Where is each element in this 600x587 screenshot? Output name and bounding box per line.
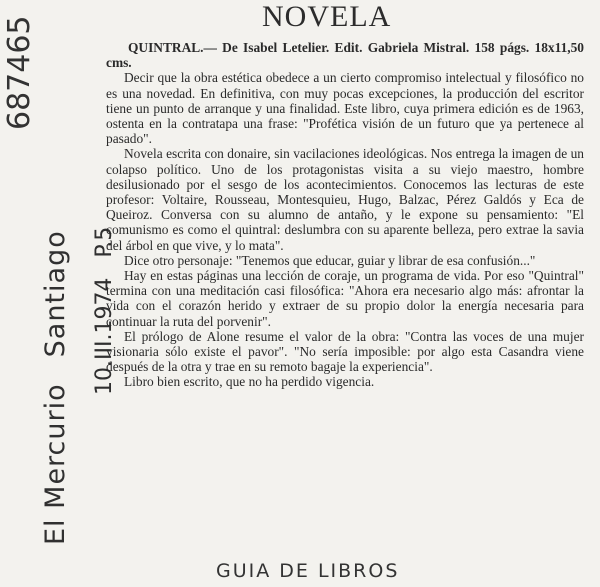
book-title: QUINTRAL. (128, 40, 204, 55)
handwritten-reference-number: 687465 (2, 15, 37, 130)
article-paragraph: Novela escrita con donaire, sin vacilaciones ideológicas. Nos entrega la imagen de un colapso político. Uno de los protagonistas visita a su viejo maestro, hombre desilusionado por el sesgo de los acontecimientos. Conocemos las lecturas de este profesor: Voltaire, Rousseau, Montesquieu, Hugo, Balzac, Pérez Galdós y Eca de Queiroz. Conversa con su alumno de antaño, y le expone su pensamiento: "El comunismo es como el quintral: deslumbra con su aparente belleza, pero extrae la savia del árbol en que vive, y lo mata". (106, 146, 584, 253)
handwritten-page: P.5 (92, 226, 117, 258)
article-paragraph: Decir que la obra estética obedece a un cierto compromiso intelectual y filosófico no es una novedad. En definitiva, con muy pocas excepciones, la producción del escritor tiene un punto de arranque y una finalidad. Este libro, cuya primera edición es de 1963, ostenta en la contratapa una frase: "Profética visión de un futuro que ya pertenece al pasado". (106, 70, 584, 147)
article-paragraph: Dice otro personaje: "Tenemos que educar, guiar y librar de esa confusión..." (124, 252, 536, 268)
review-article (106, 40, 584, 390)
handwritten-date: 10.III.1974 (92, 277, 117, 395)
handwritten-city: Santiago (40, 230, 71, 358)
article-paragraph: Hay en estas páginas una lección de coraje, un programa de vida. Por eso "Quintral" termina con una meditación casi filosófica: "Ahora era necesario algo más: afrontar la vida con el corazón herido y extraer de su propio dolor la energía necesaria para continuar la ruta del porvenir". (106, 268, 584, 329)
book-details: — De Isabel Letelier. Edit. Gabriela Mistral. 158 págs. 18x11,50 cms. (106, 40, 584, 71)
handwritten-newspaper-name: El Mercurio (40, 383, 71, 545)
handwritten-source-note (40, 204, 71, 545)
book-reference (106, 40, 584, 70)
handwritten-footer-note: GUIA DE LIBROS (216, 560, 400, 582)
article-paragraph: Libro bien escrito, que no ha perdido vigencia. (124, 374, 375, 390)
section-heading: NOVELA (262, 0, 392, 33)
article-paragraph: El prólogo de Alone resume el valor de la obra: "Contra las voces de una mujer visionaria sólo existe el pavor". "No sería imposible: por algo esta Casandra viene después de la otra y trae en su remoto bagaje la experiencia". (106, 328, 584, 375)
